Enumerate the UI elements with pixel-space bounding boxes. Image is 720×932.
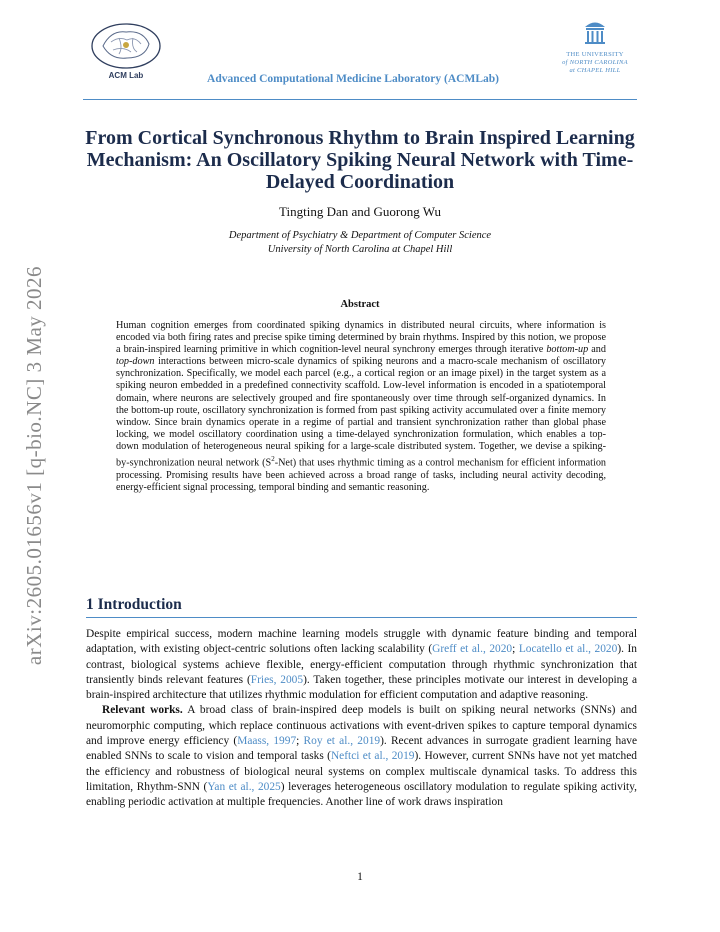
relevant-works-lead: Relevant works. <box>102 704 183 717</box>
university-name-line3: at CHAPEL HILL <box>569 67 621 74</box>
intro-p2-text-b: ; <box>296 735 304 748</box>
introduction-body <box>86 627 637 811</box>
citation-link[interactable]: Greff et al., 2020 <box>432 643 513 656</box>
university-name-line2: of NORTH CAROLINA <box>562 59 628 66</box>
intro-paragraph-2 <box>86 703 637 810</box>
intro-p2-text-c: ). Recent advances in surrogate gradient learning have enabled SNNs to scale to vision and temporal tasks ( <box>86 735 638 763</box>
section-heading-introduction: 1 Introduction <box>86 596 182 613</box>
unc-logo <box>553 18 637 75</box>
header-divider <box>83 99 637 100</box>
citation-link[interactable]: Yan et al., 2025 <box>207 780 281 793</box>
arxiv-sidebar <box>0 245 70 685</box>
affiliation-line-2: University of North Carolina at Chapel Hill <box>267 244 453 255</box>
intro-p1-text-d: ). Taken together, these principles motivate our interest in developing a brain-inspired architecture that utilizes rhythmic modulation for efficient computation and adaptive reasoning. <box>86 673 637 702</box>
abstract-and: and <box>588 344 606 356</box>
acm-lab-logo <box>83 18 169 82</box>
page-number: 1 <box>357 871 363 883</box>
university-name-line1: THE UNIVERSITY <box>566 51 624 58</box>
intro-p1-text-b: ; <box>512 643 519 656</box>
intro-p2-text-d: ). However, current SNNs have not yet matched the efficiency and robustness of biological neural systems on complex multiscale dynamical tasks. To address this limitation, Rhythm-SNN ( <box>86 750 638 793</box>
abstract-superscript: 2 <box>271 455 275 464</box>
paper-authors: Tingting Dan and Guorong Wu <box>279 204 441 219</box>
abstract-body <box>116 320 606 494</box>
acm-lab-logo-label: ACM Lab <box>108 71 144 80</box>
intro-p1-text-c: ). In contrast, biological systems achieve flexible, energy-efficient computation through rhythmic synchronization that transiently binds relevant features ( <box>86 643 637 686</box>
old-well-icon <box>582 18 608 46</box>
arxiv-identifier: arXiv:2605.01656v1 [q-bio.NC] 3 May 2026 <box>22 265 47 665</box>
abstract-bottom-up: bottom-up <box>546 344 589 356</box>
abstract-text-2: interactions between micro-scale dynamics of spiking neurons and a macro-scale mechanism of oscillatory synchronization. Specifically, we model each parcel (e.g., a cortical region or an image pixel) in the target system as a spiking neuron embedded in a predefined connectivity scaffold. Low-level information is encoded in a spatiotemporal domain, where neurons are selectively grouped and fire spontaneously over time through self-organized dynamics. In the bottom-up route, oscillatory synchronization is formed from past spiking activity accumulated over a finite memory window. Since brain dynamics operate in a regime of partial and transient synchronization rather than global phase locking, we model oscillatory coordination using a time-delayed synchronization formulation, which enables a top-down modulation of heterogeneous neural spiking for a large-scale distributed system. Together, we devise a spiking-by-synchronization neural network (S <box>116 356 606 469</box>
abstract-text-3: -Net) that uses rhythmic timing as a control mechanism for efficient information processing. Promising results have been achieved across a broad range of tasks, including neural activity decoding, energy-efficient signal processing, temporal binding and semantic reasoning. <box>116 457 607 493</box>
citation-link[interactable]: Neftci et al., 2019 <box>330 750 415 763</box>
intro-p1-text-a: Despite empirical success, modern machine learning models struggle with dynamic feature binding and temporal adaptation, with existing object-centric solutions often lacking scalability ( <box>86 628 637 656</box>
paper-title: From Cortical Synchronous Rhythm to Brain Inspired Learning Mechanism: An Oscillatory Spiking Neural Network with Time-Delayed Coordination <box>85 127 635 193</box>
intro-p2-text-e: ) leverages heterogeneous oscillatory modulation to regulate spiking activity, enabling periodic activation at multiple frequencies. Another line of work draws inspiration <box>86 780 638 809</box>
intro-paragraph-1 <box>86 627 637 703</box>
lab-name: Advanced Computational Medicine Laboratory (ACMLab) <box>207 73 499 85</box>
section-divider <box>86 617 637 618</box>
paper-affiliation <box>83 229 637 257</box>
citation-link[interactable]: Fries, 2005 <box>250 673 304 686</box>
abstract-heading: Abstract <box>340 299 380 310</box>
citation-link[interactable]: Roy et al., 2019 <box>303 735 381 748</box>
intro-p2-text-a: A broad class of brain-inspired deep models is built on spiking neural networks (SNNs) and neuromorphic computing, which replace continuous activations with event-driven spikes to capture temporal dynamics and improve energy efficiency ( <box>86 704 637 748</box>
abstract-text-1: Human cognition emerges from coordinated spiking dynamics in distributed neural circuits, where information is encoded via both firing rates and precise spike timing determined by brain rhythms. Inspired by this notion, we propose a brain-inspired learning primitive in which cognition-level neural synchrony emerges through iterative <box>116 320 606 356</box>
page-header <box>83 18 637 100</box>
abstract-top-down: top-down <box>116 356 155 368</box>
affiliation-line-1: Department of Psychiatry & Department of Computer Science <box>228 230 492 241</box>
citation-link[interactable]: Locatello et al., 2020 <box>518 643 618 656</box>
citation-link[interactable]: Maass, 1997 <box>237 735 297 748</box>
